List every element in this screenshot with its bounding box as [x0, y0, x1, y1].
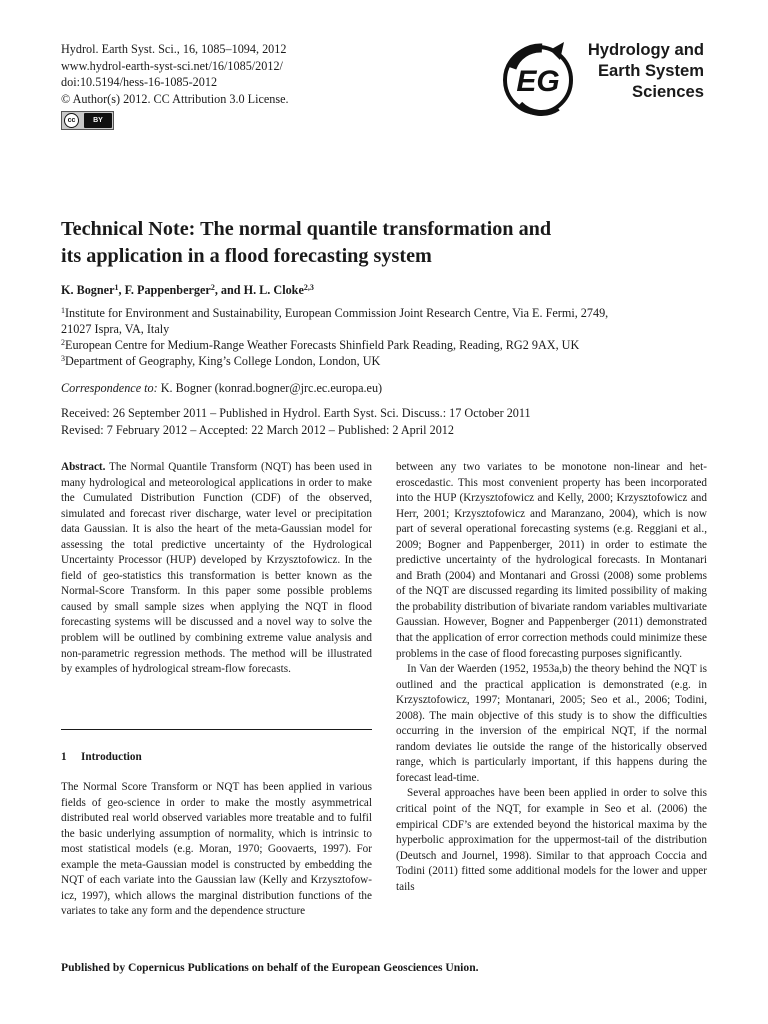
- cc-by-license-icon[interactable]: [61, 111, 114, 130]
- abstract-label: Abstract.: [61, 461, 106, 473]
- affiliation-text: Department of Geography, King’s College London, London, UK: [65, 354, 381, 368]
- author-separator: , and: [214, 283, 244, 297]
- correspondence-email[interactable]: K. Bogner (konrad.bogner@jrc.ec.europa.eu): [157, 381, 383, 395]
- cc-icon: cc: [64, 113, 79, 128]
- affiliation-text: European Centre for Medium-Range Weather Forecasts Shinfield Park Reading, Reading, RG2 9AX, UK: [65, 338, 580, 352]
- right-column: [396, 460, 707, 895]
- body-paragraph: Several approaches have been been applied in order to solve this critical point of the NQT, for example in Seo et al. (2006) the empirical CDF’s are extended beyond the historical maxima by the hyperbolic approximation for the uppermost-tail of the distribution (Deutsch and Journel, 1998). Similar to that approach Coccia and Todini (2011) fitted some additional models for the lower and upper tails: [396, 787, 707, 893]
- dates-line1: Received: 26 September 2011 – Published in Hydrol. Earth Syst. Sci. Discuss.: 17 October 2011: [61, 406, 531, 420]
- body-paragraph: The Normal Score Transform or NQT has been applied in various fields of geo-science in order to make the mostly asymmetrical distributed real world observed variables more treatable and to fulfil the basic underlying assumption of normality, which is intrinsic to most statistical models (e.g. Moran, 1970; Goovaerts, 1997). For example the meta-Gaussian model is constructed by embedding the NQT of each variate into the Gaussian law (Kelly and Krzysztofowicz, 1997), which allows the marginal distribution functions of the variates to take any form and the dependence structure: [61, 781, 372, 918]
- affiliation-number: 1: [61, 306, 65, 315]
- journal-name-line2: Earth System: [597, 61, 704, 80]
- author-name: K. Bogner: [61, 283, 115, 297]
- section-number: 1: [61, 751, 67, 763]
- abstract: [61, 460, 372, 678]
- egu-logo-icon: [498, 38, 578, 118]
- logo-letters: EG: [516, 65, 560, 98]
- article-url[interactable]: www.hydrol-earth-syst-sci.net/16/1085/2012/: [61, 58, 283, 73]
- abstract-text: The Normal Quantile Transform (NQT) has been used in many hydrological and meteorological applications in order to make the Cumulated Distribution Function (CDF) of the observed, simulated and forecast river discharge, water level or precipitation data Gaussian. It is also the heart of the meta-Gaussian model for assessing the total predictive uncertainty of the Hydrological Uncertainty Processor (HUP) developed by Krzysztofowicz. In the field of geo-statistics this transformation is better known as the Normal-Score Transform. In this paper some possible problems caused by small sample sizes when applying the NQT in flood forecasting systems will be discussed and a novel way to solve the problem will be outlined by combining extreme value analysis and non-parametric regression methods. The method will be illustrated by examples of hydrological stream-flow forecasts.: [61, 461, 372, 676]
- section-heading: [61, 751, 142, 763]
- author-separator: ,: [118, 283, 125, 297]
- introduction-body: [61, 780, 372, 920]
- affiliation-1: [61, 305, 706, 321]
- copyright-notice: © Author(s) 2012. CC Attribution 3.0 License.: [61, 91, 289, 106]
- affiliation-number: 2: [61, 338, 65, 347]
- abstract-divider: [61, 729, 372, 730]
- paper-title: [61, 216, 681, 270]
- author-name: F. Pappenberger: [124, 283, 211, 297]
- affiliation-text: Institute for Environment and Sustainability, European Commission Joint Research Centre, Via E. Fermi, 2749,: [65, 306, 609, 320]
- affiliation-3: [61, 353, 706, 369]
- title-line1: Technical Note: The normal quantile transformation and: [61, 218, 552, 240]
- affiliation-number: 3: [61, 354, 65, 363]
- affiliations: [61, 305, 706, 369]
- correspondence: [61, 381, 382, 396]
- correspondence-label: Correspondence to:: [61, 381, 158, 395]
- dates-line2: Revised: 7 February 2012 – Accepted: 22 March 2012 – Published: 2 April 2012: [61, 423, 454, 437]
- journal-name-line1: Hydrology and: [587, 40, 704, 59]
- title-line2: its application in a flood forecasting system: [61, 245, 432, 267]
- abstract-paragraph: [61, 460, 372, 678]
- body-paragraph: In Van der Waerden (1952, 1953a,b) the theory behind the NQT is outlined and the practical application is demonstrated (e.g. in Krzysztofowicz, 1997; Montanari, 2005; Seo et al., 2006; Todini, 2008). The main objective of this study is to show the difficulties occurring in the inversion of the empirical NQT, if the normal random deviates lie outside the range of the historically observed range, which is particularly important, if this happens during the forecast lead-time.: [396, 663, 707, 784]
- author-affiliation-ref: 2,3: [303, 283, 314, 292]
- author-list: [61, 283, 314, 298]
- affiliation-2: [61, 337, 706, 353]
- journal-name: [582, 39, 704, 102]
- publisher-footer: Published by Copernicus Publications on behalf of the European Geosciences Union.: [61, 961, 479, 974]
- author-affiliation-ref: 1: [114, 283, 119, 292]
- citation-block: [61, 41, 289, 107]
- doi[interactable]: doi:10.5194/hess-16-1085-2012: [61, 75, 218, 89]
- body-paragraph: between any two variates to be monotone non-linear and heteroscedastic. This most convenient property has been incorporated into the HUP (Krzysztofowicz and Kelly, 2000; Krzysztofowicz and Herr, 2001; Krzysztofowicz and Maranzano, 2004), which is now part of several operational forecasting systems (e.g. Reggiani et al., 2009; Bogner and Pappenberger, 2011) in order to estimate the predictive uncertainty of the hydrological forecasts. In Montanari and Brath (2004) and Montanari and Grossi (2008) some problems of the NQT are discussed regarding its limited possibility of making the probability distribution of bivariate random variables multivariate Gaussian. However, Bogner and Pappenberger (2011) demonstrated that the application of error correction methods could minimize these problems in the case of flood forecasting purposes significantly.: [396, 461, 707, 660]
- author-name: H. L. Cloke: [243, 283, 304, 297]
- by-icon: BY: [84, 113, 112, 128]
- section-title: Introduction: [81, 751, 142, 763]
- journal-name-line3: Sciences: [632, 82, 704, 101]
- publication-dates: [61, 405, 531, 439]
- affiliation-1-cont: 21027 Ispra, VA, Italy: [61, 322, 170, 336]
- author-affiliation-ref: 2: [210, 283, 215, 292]
- journal-reference: Hydrol. Earth Syst. Sci., 16, 1085–1094, 2012: [61, 42, 287, 56]
